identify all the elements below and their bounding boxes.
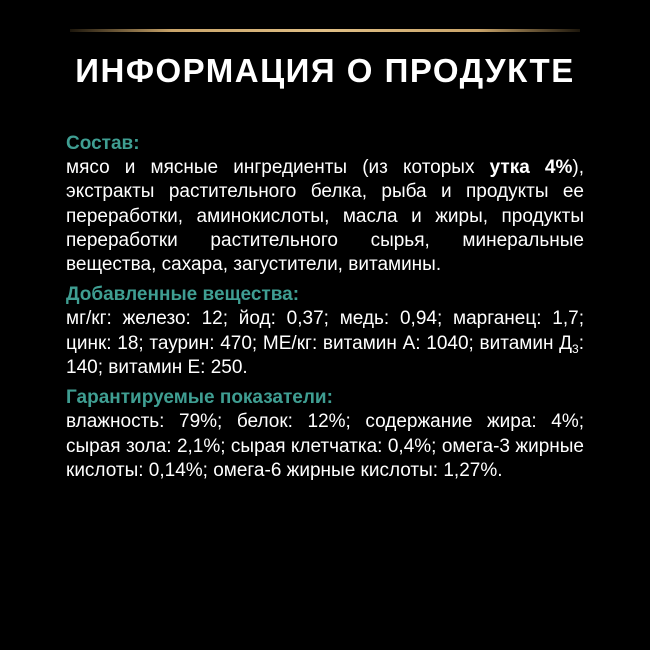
page-title: ИНФОРМАЦИЯ О ПРОДУКТЕ bbox=[75, 52, 575, 89]
product-info-content bbox=[66, 132, 584, 489]
additives-section bbox=[66, 283, 584, 380]
composition-text-after: ), экстракты растительного белка, рыба и продукты ее переработки, аминокислоты, масла и жиры, продукты переработки растительного сырья, минеральные вещества, сахара, загустители, витамины. bbox=[66, 157, 584, 276]
guaranteed-section bbox=[66, 386, 584, 483]
additives-text-before: мг/кг: железо: 12; йод: 0,37; медь: 0,94; марганец: 1,7; цинк: 18; таурин: 470; МЕ/кг: витамин А: 1040; витамин Д bbox=[66, 308, 584, 354]
guaranteed-heading: Гарантируемые показатели: bbox=[66, 387, 333, 409]
vitamin-d-subscript: 3 bbox=[572, 341, 579, 356]
composition-highlight: утка 4% bbox=[489, 157, 573, 178]
guaranteed-text: влажность: 79%; белок: 12%; содержание жира: 4%; сырая зола: 2,1%; сырая клетчатка: 0,4%; омега-3 жирные кислоты: 0,14%; омега-6 жирные кислоты: 1,27%. bbox=[66, 411, 584, 481]
composition-heading: Состав: bbox=[66, 133, 140, 154]
additives-text-after: : 140; витамин Е: 250. bbox=[66, 332, 584, 379]
additives-heading: Добавленные вещества: bbox=[66, 284, 300, 306]
additives-text bbox=[66, 307, 584, 380]
composition-text bbox=[66, 156, 584, 277]
composition-text-before: мясо и мясные ингредиенты (из которых bbox=[66, 157, 490, 178]
gold-divider bbox=[70, 29, 580, 32]
composition-section bbox=[66, 132, 584, 277]
